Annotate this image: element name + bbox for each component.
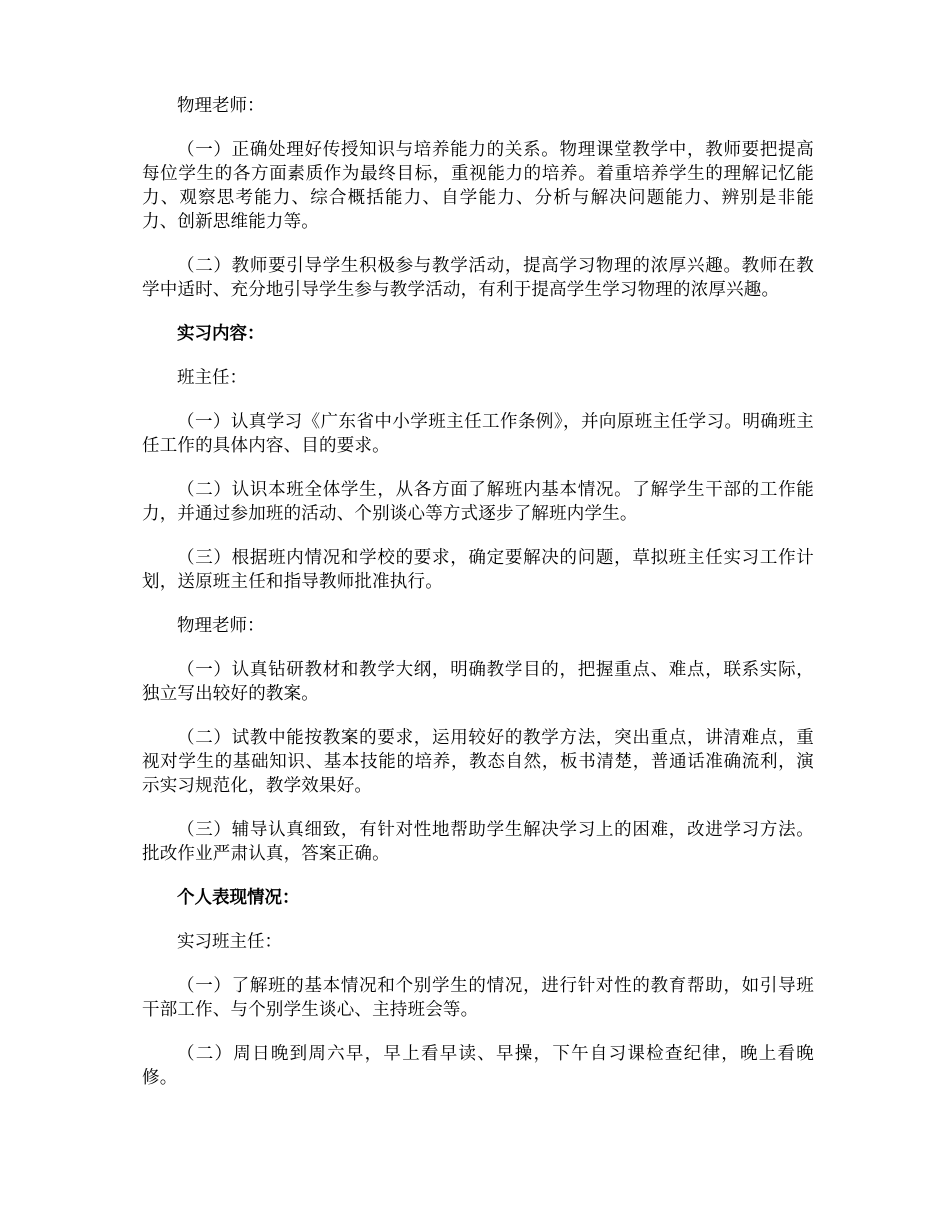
paragraph: （一）了解班的基本情况和个别学生的情况，进行针对性的教育帮助，如引导班干部工作、与个别学生谈心、主持班会等。 bbox=[142, 976, 814, 1020]
paragraph: （二）认识本班全体学生，从各方面了解班内基本情况。了解学生干部的工作能力，并通过参加班的活动、个别谈心等方式逐步了解班内学生。 bbox=[142, 480, 814, 524]
section-heading-performance: 个人表现情况： bbox=[177, 888, 300, 908]
paragraph: （三）根据班内情况和学校的要求，确定要解决的问题，草拟班主任实习工作计划，送原班主任和指导教师批准执行。 bbox=[142, 548, 814, 592]
paragraph: （一）认真钻研教材和教学大纲，明确教学目的，把握重点、难点，联系实际，独立写出较好的教案。 bbox=[142, 660, 814, 704]
paragraph: （二）教师要引导学生积极参与教学活动，提高学习物理的浓厚兴趣。教师在教学中适时、充分地引导学生参与教学活动，有利于提高学生学习物理的浓厚兴趣。 bbox=[142, 256, 814, 300]
section-label-head-teacher: 班主任： bbox=[177, 368, 247, 388]
section-label-intern-head-teacher: 实习班主任： bbox=[177, 932, 282, 952]
section-label-physics-teacher: 物理老师： bbox=[177, 616, 265, 636]
document-body bbox=[142, 94, 814, 1110]
paragraph: （二）试教中能按教案的要求，运用较好的教学方法，突出重点，讲清难点，重视对学生的基础知识、基本技能的培养，教态自然，板书清楚，普通话准确流利，演示实习规范化，教学效果好。 bbox=[142, 728, 814, 796]
section-heading-internship-content: 实习内容： bbox=[177, 324, 265, 344]
paragraph: （一）正确处理好传授知识与培养能力的关系。物理课堂教学中，教师要把提高每位学生的各方面素质作为最终目标，重视能力的培养。着重培养学生的理解记忆能力、观察思考能力、综合概括能力、自学能力、分析与解决问题能力、辨别是非能力、创新思维能力等。 bbox=[142, 140, 814, 232]
paragraph: （一）认真学习《广东省中小学班主任工作条例》，并向原班主任学习。明确班主任工作的具体内容、目的要求。 bbox=[142, 412, 814, 456]
section-label-physics-teacher: 物理老师： bbox=[177, 96, 265, 116]
paragraph: （三）辅导认真细致，有针对性地帮助学生解决学习上的困难，改进学习方法。批改作业严肃认真，答案正确。 bbox=[142, 820, 814, 864]
paragraph: （二）周日晚到周六早，早上看早读、早操，下午自习课检查纪律，晚上看晚修。 bbox=[142, 1044, 814, 1088]
